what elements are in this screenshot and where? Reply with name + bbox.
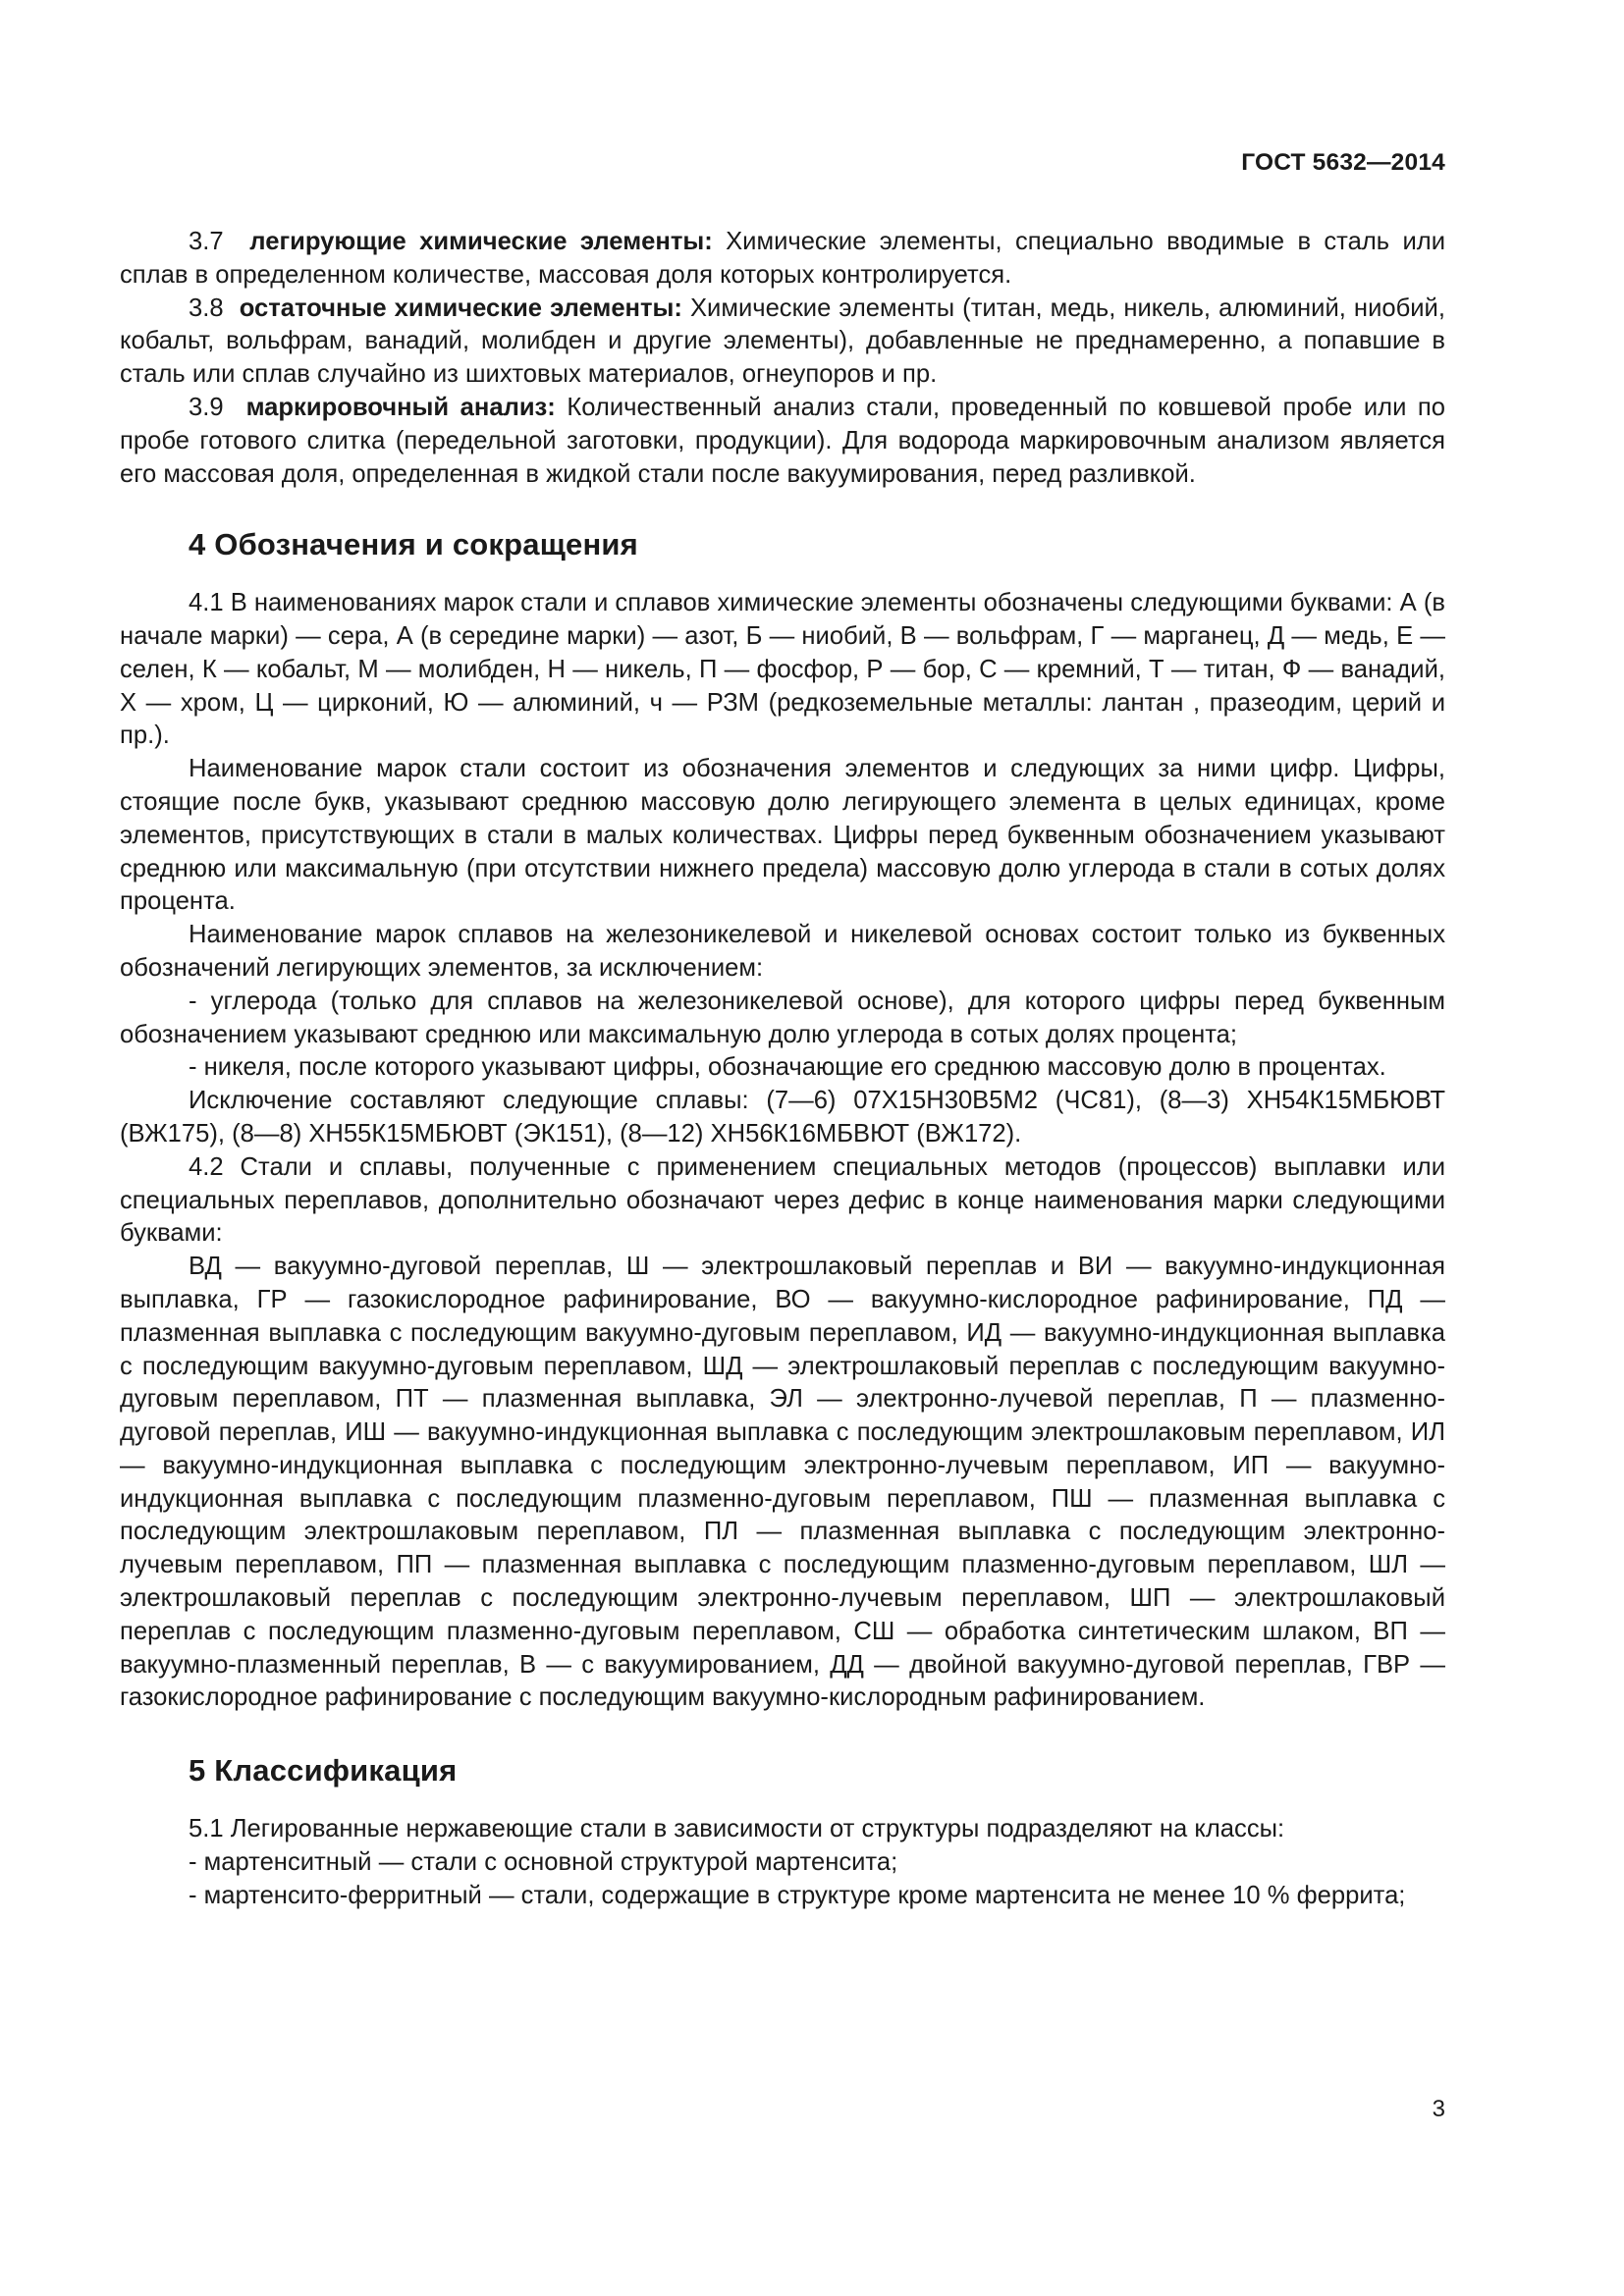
- paragraph-4-1: 4.1 В наименованиях марок стали и сплавов химические элементы обозначены следующими буквами: А (в начале марки) — сера, А (в середине марки) — азот, Б — ниобий, В — вольфрам, Г — марганец, Д — медь, Е — селен, К — кобальт, М — молибден, Н — никель, П — фосфор, Р — бор, С — кремний, Т — титан, Ф — ванадий, Х — хром, Ц — цирконий, Ю — алюминий, ч — РЗМ (редкоземельные металлы: лантан , празеодим, церий и пр.).: [120, 589, 1445, 750]
- clause-number: 3.8: [189, 294, 224, 322]
- paragraph: Исключение составляют следующие сплавы: (7—6) 07Х15Н30В5М2 (ЧС81), (8—3) ХН54К15МБЮВТ (ВЖ175), (8—8) ХН55К15МБЮВТ (ЭК151), (8—12) ХН56К16МБВЮТ (ВЖ172).: [120, 1087, 1445, 1148]
- list-item: - никеля, после которого указывают цифры, обозначающие его среднюю массовую долю в процентах.: [189, 1053, 1386, 1082]
- clause-term: остаточные химические элементы:: [239, 294, 682, 322]
- paragraph: Наименование марок сплавов на железоникелевой и никелевой основах состоит только из буквенных обозначений легирующих элементов, за исключением:: [120, 921, 1445, 982]
- clause-3-9: [120, 392, 1445, 491]
- clause-3-7: [120, 226, 1445, 293]
- document-body: [120, 226, 1445, 1912]
- clause-text: Количественный анализ стали, проведенный по ковшевой пробе или по пробе готового слитка (передельной заготовки, продукции). Для водорода маркировочным анализом является его массовая доля, определенная в жидкой стали после вакуумирования, перед разливкой.: [120, 393, 1445, 488]
- list-item: - углерода (только для сплавов на железоникелевой основе), для которого цифры перед буквенным обозначением указывают среднюю или максимальную долю углерода в сотых долях процента;: [120, 987, 1445, 1048]
- clause-3-8: [120, 293, 1445, 392]
- clause-number: 3.9: [189, 393, 224, 421]
- page-number: 3: [1432, 2096, 1445, 2122]
- paragraph-5-1: 5.1 Легированные нержавеющие стали в зависимости от структуры подразделяют на классы:: [189, 1815, 1285, 1843]
- paragraph: ВД — вакуумно-дуговой переплав, Ш — электрошлаковый переплав и ВИ — вакуумно-индукционная выплавка, ГР — газокислородное рафинирование, ВО — вакуумно-кислородное рафинирование, ПД — плазменная выплавка с последующим вакуумно-дуговым переплавом, ИД — вакуумно-индукционная выплавка с последующим вакуумно-дуговым переплавом, ШД — электрошлаковый переплав с последующим вакуумно-дуговым переплавом, ПТ — плазменная выплавка, ЭЛ — электронно-лучевой переплав, П — плазменно-дуговой переплав, ИШ — вакуумно-индукционная выплавка с последующим электрошлаковым переплавом, ИЛ — вакуумно-индукционная выплавка с последующим электронно-лучевым переплавом, ИП — вакуумно-индукционная выплавка с последующим плазменно-дуговым переплавом, ПШ — плазменная выплавка с последующим электрошлаковым переплавом, ПЛ — плазменная выплавка с последующим электронно-лучевым переплавом, ПП — плазменная выплавка с последующим плазменно-дуговым переплавом, ШЛ — электрошлаковый переплав с последующим электронно-лучевым переплавом, ШП — электрошлаковый переплав с последующим плазменно-дуговым переплавом, СШ — обработка синтетическим шлаком, ВП — вакуумно-плазменный переплав, В — с вакуумированием, ДД — двойной вакуумно-дуговой переплав, ГВР — газокислородное рафинирование с последующим вакуумно-кислородным рафинированием.: [120, 1253, 1445, 1712]
- paragraph: Наименование марок стали состоит из обозначения элементов и следующих за ними цифр. Цифры, стоящие после букв, указывают среднюю массовую долю легирующего элемента в целых единицах, кроме элементов, присутствующих в стали в малых количествах. Цифры перед буквенным обозначением указывают среднюю или максимальную (при отсутствии нижнего предела) массовую долю углерода в стали в сотых долях процента.: [120, 755, 1445, 916]
- clause-text: Химические элементы (титан, медь, никель, алюминий, ниобий, кобальт, вольфрам, ванадий, молибден и другие элементы), добавленные не преднамеренно, а попавшие в сталь или сплав случайно из шихтовых материалов, огнеупоров и пр.: [120, 294, 1445, 389]
- document-page: [120, 0, 1445, 2296]
- clause-text: Химические элементы, специально вводимые в сталь или сплав в определенном количестве, массовая доля которых контролируется.: [120, 228, 1445, 289]
- list-item: - мартенситный — стали с основной структурой мартенсита;: [189, 1847, 898, 1876]
- section-4-heading: 4 Обозначения и сокращения: [189, 527, 638, 562]
- document-header: ГОСТ 5632—2014: [1241, 149, 1445, 176]
- section-5-heading: 5 Классификация: [189, 1753, 458, 1789]
- clause-number: 3.7: [189, 228, 224, 255]
- list-item: - мартенсито-ферритный — стали, содержащие в структуре кроме мартенсита не менее 10 % феррита;: [189, 1881, 1406, 1909]
- clause-term: маркировочный анализ:: [245, 393, 556, 421]
- paragraph-4-2: 4.2 Стали и сплавы, полученные с применением специальных методов (процессов) выплавки или специальных переплавов, дополнительно обозначают через дефис в конце наименования марки следующими буквами:: [120, 1152, 1445, 1248]
- clause-term: легирующие химические элементы:: [249, 228, 713, 255]
